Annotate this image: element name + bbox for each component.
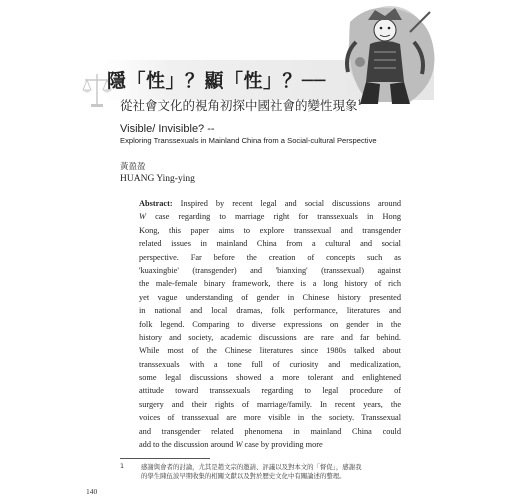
abstract-line: yet vague understanding of gender in Chinese history presented — [139, 292, 401, 302]
footnote-reference[interactable]: 1 — [357, 98, 362, 107]
footnote-number: 1 — [120, 462, 125, 470]
abstract-line: folk legend. Comparing to diverse expressions on gender in the — [139, 319, 401, 329]
footnote-text-line: 的學生陳伍波早期收集的相關文獻以及對於歷史文化中有關論述的整理。 — [141, 472, 346, 480]
chinese-subtitle — [120, 96, 362, 114]
abstract-line: W case regarding to marriage right for transsexuals in Hong — [139, 212, 401, 222]
chinese-subtitle-text: 從社會文化的視角初探中國社會的變性現象 — [120, 98, 358, 113]
abstract-label: Abstract: — [139, 199, 173, 208]
page-number: 140 — [86, 487, 98, 496]
chinese-title: 隱「性」？顯「性」？── — [107, 70, 326, 92]
abstract-line: Abstract: Inspired by recent legal and social discussions around — [139, 199, 401, 208]
abstract-line: and transgender related phenomena in mainland China could — [139, 426, 401, 436]
abstract-line: attitude toward transsexuals regarding to legal procedure of — [139, 386, 401, 396]
author-name-chinese: 黃盈盈 — [120, 162, 146, 172]
abstract-paragraph — [139, 197, 401, 451]
english-title: Visible/ Invisible? -- — [120, 123, 215, 135]
abstract-line: perspective. Far before the creation of concepts such as — [139, 252, 401, 262]
abstract-line-text: add to the discussion around W case by providing more — [139, 440, 323, 450]
abstract-line-text: case regarding to marriage right for transsexuals in Hong — [145, 212, 401, 222]
abstract-line: surgery and their rights of marriage/family. In recent years, the — [139, 399, 401, 409]
abstract-line: 'kuaxingbie' (transgender) and 'bianxing' (transsexual) against — [139, 265, 401, 275]
footnote-text-line: 感謝與會者的討論，尤其是趙文宗的邀請、評議以及對本文的「督促」，感謝我 — [141, 463, 362, 471]
english-subtitle: Exploring Transsexuals in Mainland China from a Social-cultural Perspective — [120, 136, 377, 145]
footnote-divider — [120, 458, 210, 459]
abstract-line: Kong, this paper aims to explore transsexual and transgender — [139, 225, 401, 235]
abstract-line: voices of transsexual are more visible in the society. Transsexual — [139, 413, 401, 423]
abstract-line: in national and local dramas, folk performance, literatures and — [139, 306, 401, 316]
abstract-line: some legal discussions showed a more tolerant and enlightened — [139, 373, 401, 383]
abstract-line: While most of the Chinese literatures since 1980s talked about — [139, 346, 401, 356]
abstract-line: transsexuals with a tone full of curiosity and medicalization, — [139, 359, 401, 369]
abstract-line: related issues in mainland China from a cultural and social — [139, 239, 401, 249]
deity-figure-illustration — [330, 2, 440, 107]
abstract-line: the male-female binary framework, there is a long history of rich — [139, 279, 401, 289]
author-name-english: HUANG Ying-ying — [120, 174, 195, 184]
abstract-line — [139, 438, 401, 451]
abstract-line: history and society, academic discussions are rare and far behind. — [139, 332, 401, 342]
